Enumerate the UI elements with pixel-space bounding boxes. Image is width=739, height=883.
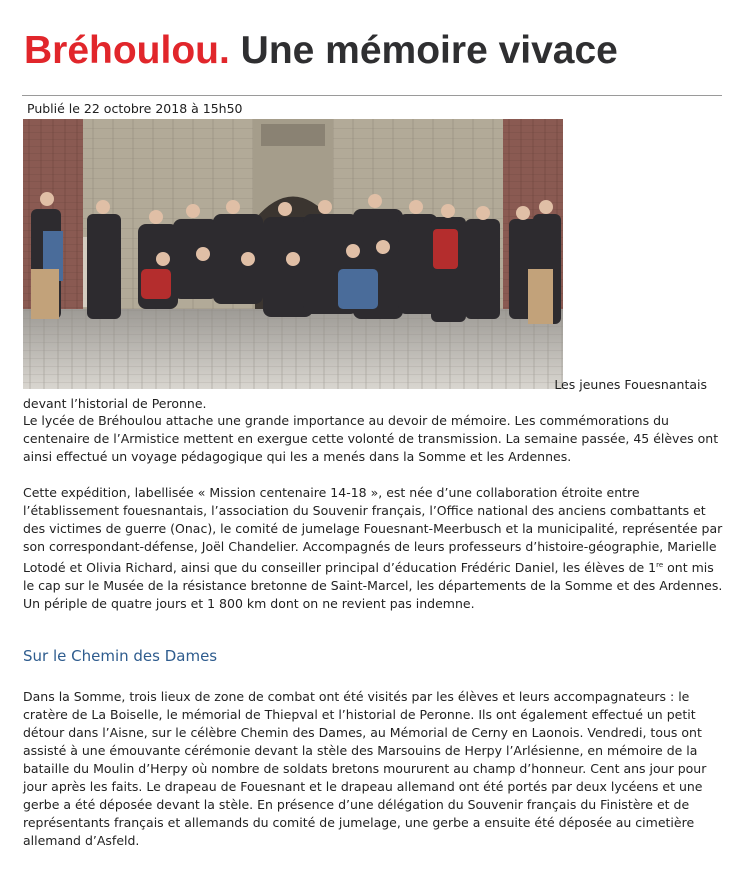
section-subheading: Sur le Chemin des Dames	[23, 647, 218, 665]
article-title	[24, 26, 618, 76]
title-place: Bréhoulou.	[24, 29, 230, 72]
group-photo	[23, 119, 563, 389]
title-divider	[22, 95, 722, 96]
photo-caption-continued: devant l’historial de Peronne.	[23, 396, 207, 411]
article-paragraph-2	[23, 484, 723, 613]
title-headline: Une mémoire vivace	[240, 29, 618, 72]
photo-caption: Les jeunes Fouesnantais	[554, 377, 707, 392]
publish-date: Publié le 22 octobre 2018 à 15h50	[27, 101, 243, 116]
paragraph-2-text-continued: ont mis le cap sur le Musée de la résistance bretonne de Saint-Marcel, les départements de la Somme et des Ardennes. Un périple de quatre jours et 1 800 km dont on ne revient pas indemne.	[23, 560, 723, 612]
paragraph-2-text: Cette expédition, labellisée « Mission centenaire 14-18 », est née d’une collaboration étroite entre l’établissement fouesnantais, l’association du Souvenir français, l’Office national des anciens combattants et des victimes de guerre (Onac), le comité de jumelage Fouesnant-Meerbusch et la municipalité, représentée par son correspondant-défense, Joël Chandelier. Accompagnés de leurs professeurs d’histoire-géographie, Marielle Lotodé et Olivia Richard, ainsi que du conseiller principal d’éducation Frédéric Daniel, les élèves de 1	[23, 485, 723, 576]
article-paragraph-3: Dans la Somme, trois lieux de zone de combat ont été visités par les élèves et leurs accompagnateurs : le cratère de La Boiselle, le mémorial de Thiepval et l’historial de Peronne. Ils ont également effectué un petit détour dans l’Aisne, sur le célèbre Chemin des Dames, au Mémorial de Cerny en Laonois. Vendredi, tous ont assisté à une émouvante cérémonie devant la stèle des Marsouins de Herpy l’Arlésienne, en mémoire de la bataille du Moulin d’Herpy où nombre de soldats bretons moururent au champ d’honneur. Cent ans jour pour jour après les faits. Le drapeau de Fouesnant et le drapeau allemand ont été portés par deux lycéens et une gerbe a été déposée devant la stèle. En présence d’une délégation du Souvenir français du Finistère et de représentants français et allemands du comité de jumelage, une gerbe a ensuite été déposée au cimetière allemand d’Asfeld.	[23, 689, 707, 848]
article-paragraph-1: Le lycée de Bréhoulou attache une grande importance au devoir de mémoire. Les commémorations du centenaire de l’Armistice mettent en exergue cette volonté de transmission. La semaine passée, 45 élèves ont ainsi effectué un voyage pédagogique qui les a menés dans la Somme et les Ardennes.	[23, 413, 719, 464]
ordinal-superscript: re	[656, 561, 664, 569]
